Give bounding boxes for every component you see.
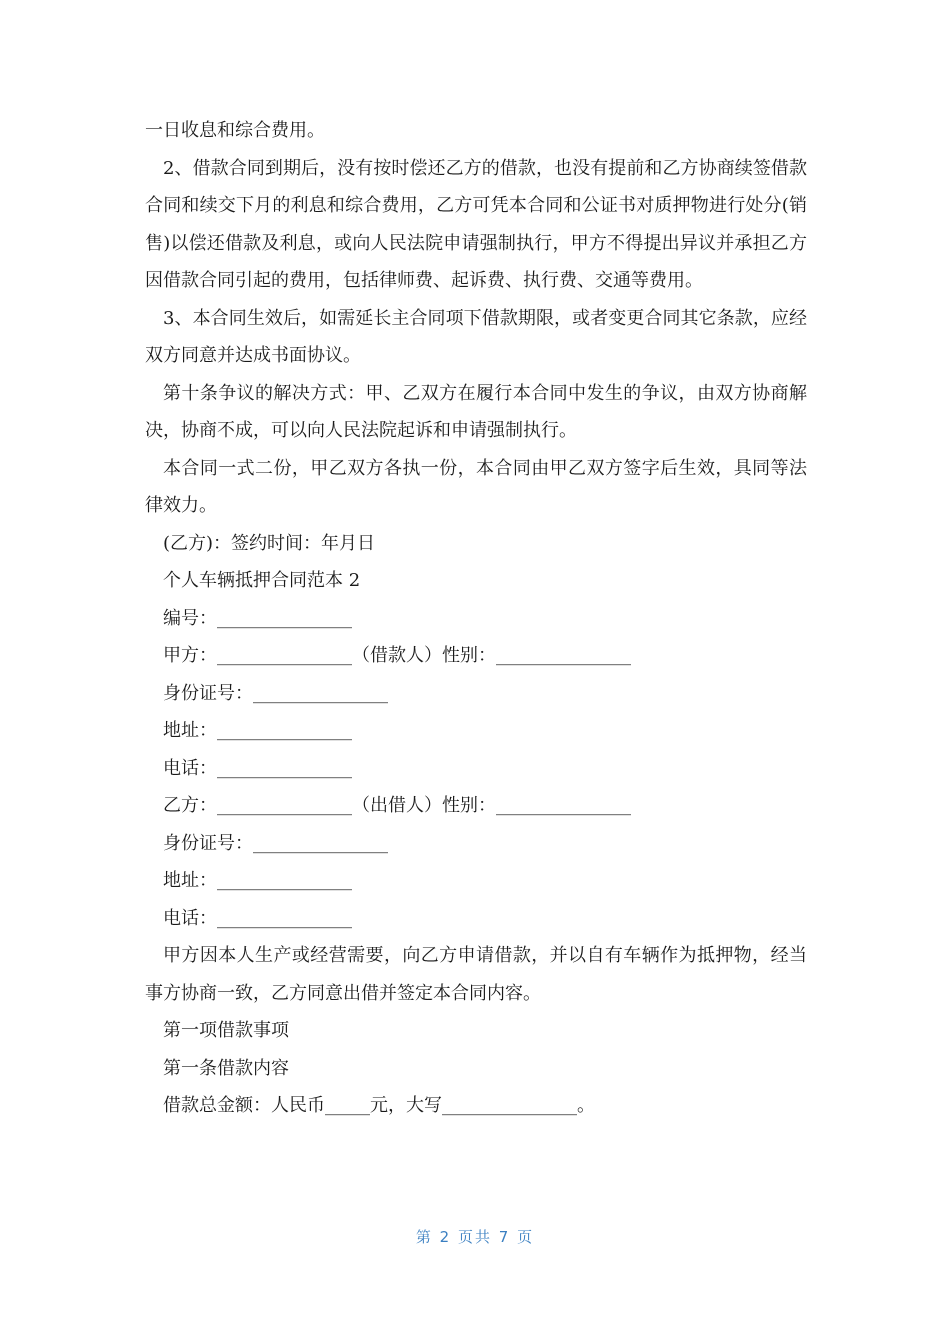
section-title: 个人车辆抵押合同范本 2 <box>163 570 361 591</box>
paragraph-continuation: 一日收息和综合费用。 <box>145 120 325 141</box>
form-line-party-a: 甲方：_______________（借款人）性别：_______________ <box>163 645 631 666</box>
document-body <box>145 112 807 1125</box>
paragraph-clause-2: 2、借款合同到期后，没有按时偿还乙方的借款，也没有提前和乙方协商续签借款合同和续交下月的利息和综合费用，乙方可凭本合同和公证书对质押物进行处分(销售)以偿还借款及利息，或向人民法院申请强制执行，甲方不得提出异议并承担乙方因借款合同引起的费用，包括律师费、起诉费、执行费、交通等费用。 <box>145 157 807 291</box>
form-line-party-a-phone: 电话：_______________ <box>163 757 352 779</box>
page-footer: 第 2 页共 7 页 <box>415 1228 535 1246</box>
paragraph-article-10: 第十条争议的解决方式：甲、乙双方在履行本合同中发生的争议，由双方协商解决，协商不成，可以向人民法院起诉和申请强制执行。 <box>145 382 807 441</box>
form-line-party-b-address: 地址：_______________ <box>163 870 352 891</box>
form-line-party-b-id: 身份证号：_______________ <box>163 832 388 854</box>
heading-article-1: 第一条借款内容 <box>163 1057 289 1079</box>
signature-line: (乙方)：签约时间：年月日 <box>163 532 376 554</box>
paragraph-copies: 本合同一式二份，甲乙双方各执一份，本合同由甲乙双方签字后生效，具同等法律效力。 <box>145 457 807 516</box>
form-line-party-b: 乙方：_______________（出借人）性别：_______________ <box>163 795 631 816</box>
paragraph-loan-amount: 借款总金额：人民币_____元，大写_______________。 <box>163 1095 595 1116</box>
form-line-number: 编号：_______________ <box>163 607 352 629</box>
paragraph-clause-3: 3、本合同生效后，如需延长主合同项下借款期限，或者变更合同其它条款，应经双方同意并达成书面协议。 <box>145 307 807 366</box>
paragraph-purpose: 甲方因本人生产或经营需要，向乙方申请借款，并以自有车辆作为抵押物，经当事方协商一致，乙方同意出借并签定本合同内容。 <box>145 945 807 1004</box>
form-line-party-a-id: 身份证号：_______________ <box>163 682 388 704</box>
heading-item-1: 第一项借款事项 <box>163 1020 289 1041</box>
form-line-party-b-phone: 电话：_______________ <box>163 907 352 929</box>
form-line-party-a-address: 地址：_______________ <box>163 720 352 741</box>
